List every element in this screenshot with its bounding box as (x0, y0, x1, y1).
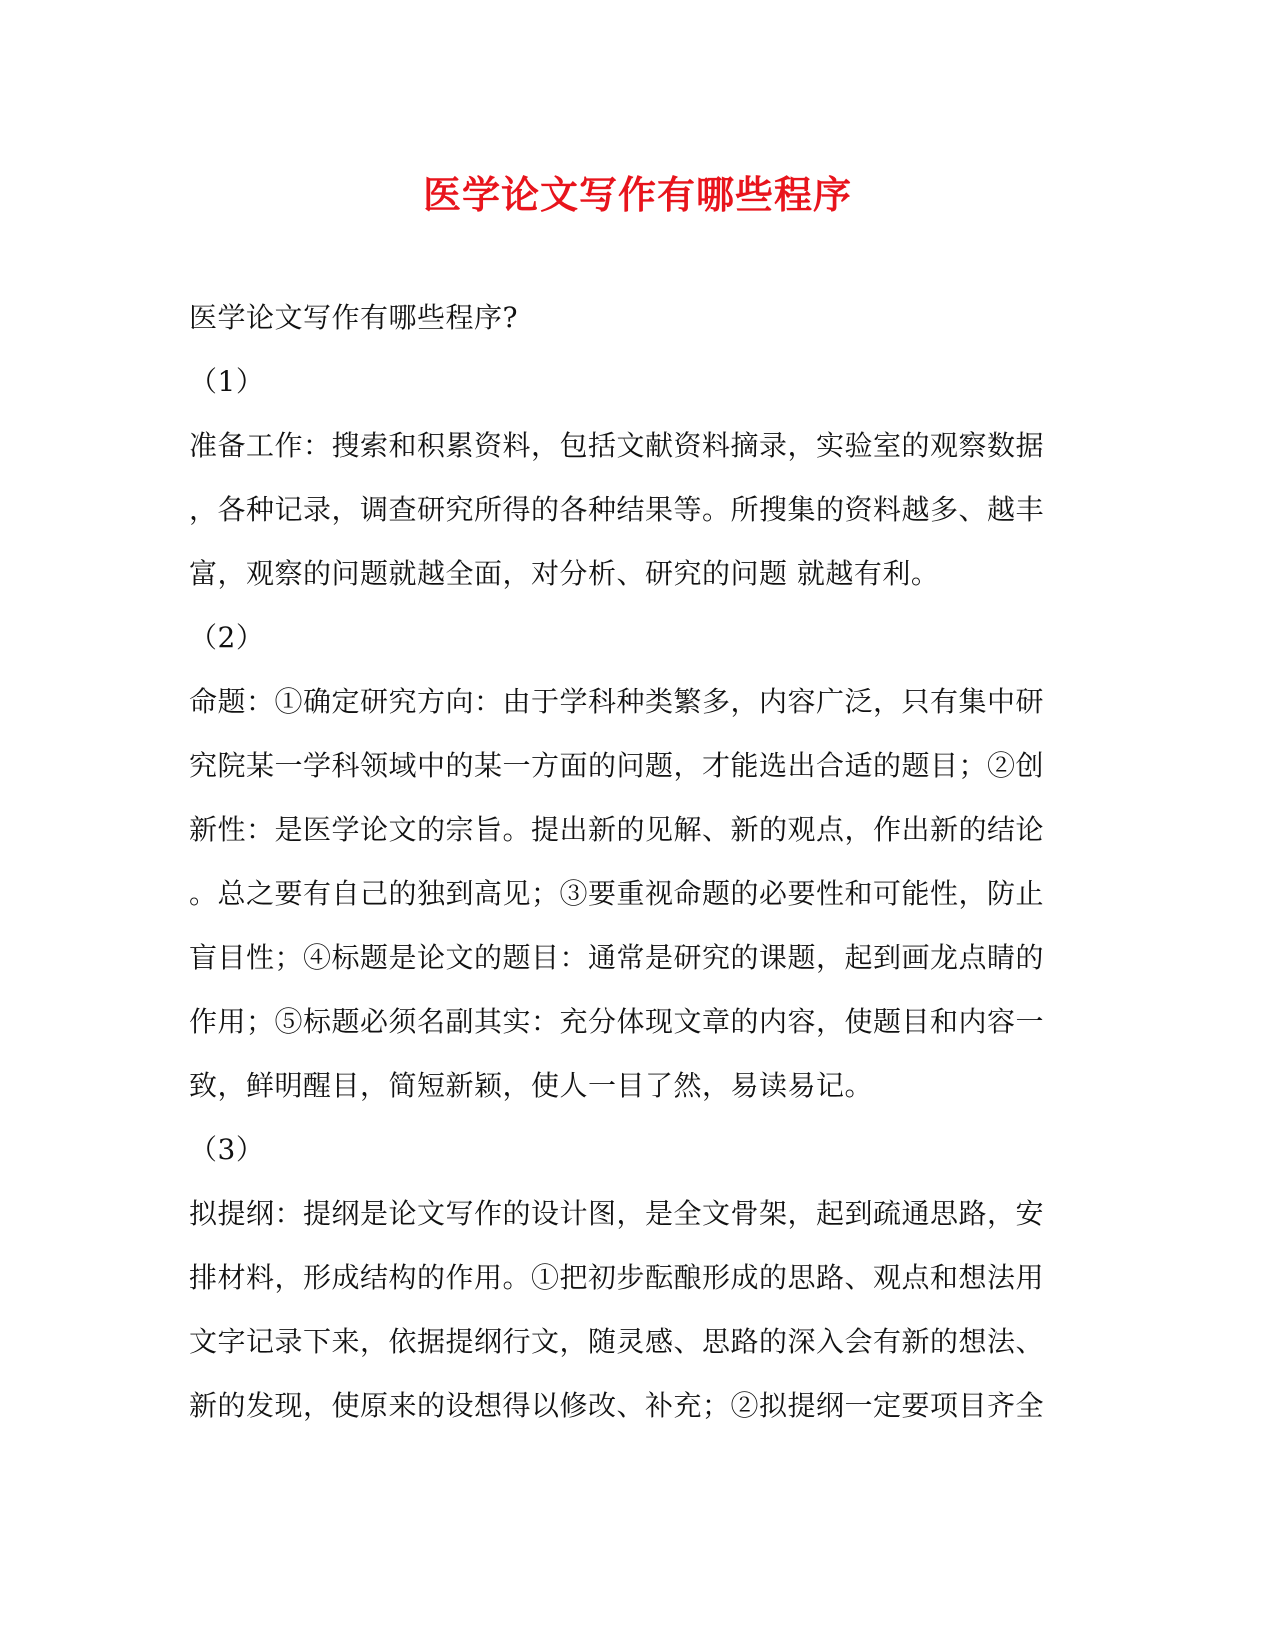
body-line: 准备工作：搜索和积累资料，包括文献资料摘录，实验室的观察数据 (189, 429, 1045, 462)
section-number: （3） (189, 1133, 265, 1166)
body-line: 新性：是医学论文的宗旨。提出新的见解、新的观点，作出新的结论 (189, 813, 1045, 846)
body-line: 拟提纲：提纲是论文写作的设计图，是全文骨架，起到疏通思路，安 (189, 1197, 1045, 1230)
body-line: 新的发现，使原来的设想得以修改、补充；②拟提纲一定要项目齐全 (189, 1389, 1045, 1422)
body-line: 富，观察的问题就越全面，对分析、研究的问题 就越有利。 (189, 557, 940, 590)
body-line: 医学论文写作有哪些程序? (189, 301, 519, 334)
body-line: 究院某一学科领域中的某一方面的问题，才能选出合适的题目；②创 (189, 749, 1045, 782)
section-number: （2） (189, 621, 265, 654)
body-line: ，各种记录，调查研究所得的各种结果等。所搜集的资料越多、越丰 (189, 493, 1045, 526)
body-line: 作用；⑤标题必须名副其实：充分体现文章的内容，使题目和内容一 (189, 1005, 1045, 1038)
body-line: 。总之要有自己的独到高见；③要重视命题的必要性和可能性，防止 (189, 877, 1045, 910)
body-line: 排材料，形成结构的作用。①把初步酝酿形成的思路、观点和想法用 (189, 1261, 1045, 1294)
section-number: （1） (189, 365, 265, 398)
body-line: 盲目性；④标题是论文的题目：通常是研究的课题，起到画龙点睛的 (189, 941, 1045, 974)
body-line: 文字记录下来，依据提纲行文，随灵感、思路的深入会有新的想法、 (189, 1325, 1045, 1358)
body-line: 致，鲜明醒目，简短新颖，使人一目了然，易读易记。 (189, 1069, 874, 1102)
document-title: 医学论文写作有哪些程序 (422, 172, 852, 217)
document-body (189, 286, 1069, 1438)
body-line: 命题：①确定研究方向：由于学科种类繁多，内容广泛，只有集中研 (189, 685, 1045, 718)
